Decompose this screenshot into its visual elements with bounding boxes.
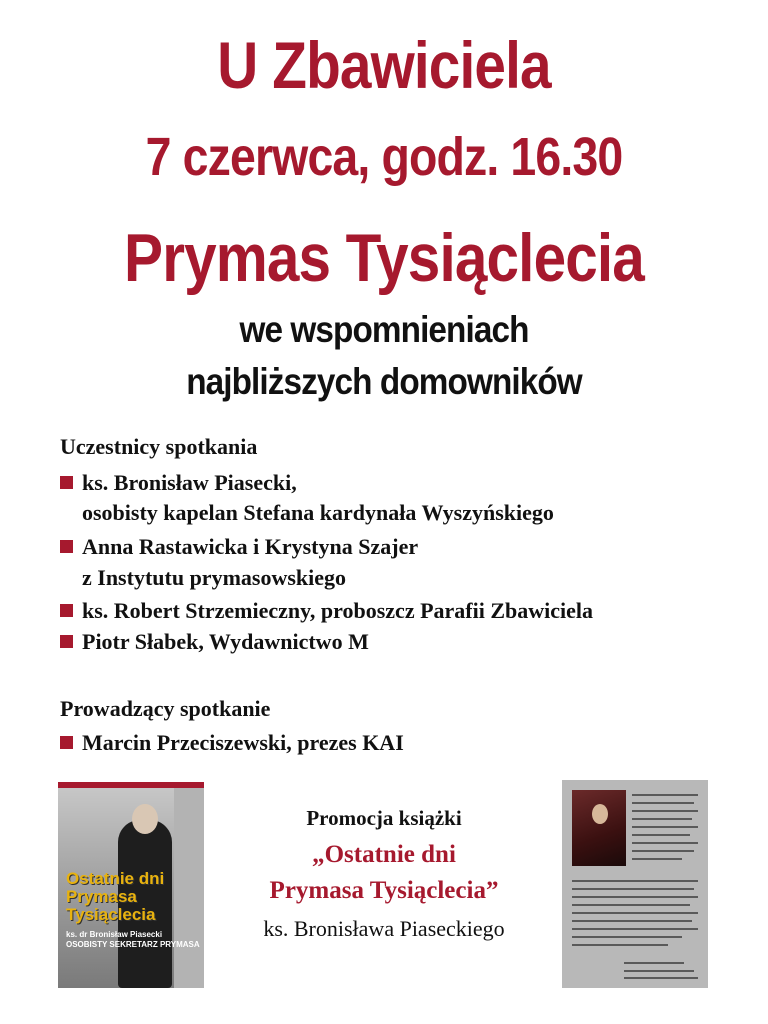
cover-title-line1: Ostatnie dni (66, 869, 165, 888)
back-signature-line (624, 962, 684, 964)
promo-label: Promocja książki (306, 806, 462, 830)
participant-detail: osobisty kapelan Stefana kardynała Wyszyńskiego (82, 500, 554, 525)
back-text-line (572, 904, 690, 906)
back-text-line (572, 912, 698, 914)
participant-item (60, 468, 297, 498)
participant-name: ks. Bronisław Piasecki, (82, 470, 297, 495)
participant-item (60, 627, 369, 657)
back-text-line (632, 834, 690, 836)
back-text-line (632, 842, 698, 844)
back-cover-photo (572, 790, 626, 866)
back-text-line (632, 850, 694, 852)
participant-name: Anna Rastawicka i Krystyna Szajer (82, 534, 419, 559)
promo-book-author: ks. Bronisława Piaseckiego (263, 916, 505, 941)
host-heading: Prowadzący spotkanie (60, 696, 271, 721)
participant-item (60, 596, 593, 626)
participants-heading: Uczestnicy spotkania (60, 434, 258, 459)
participant-name: Piotr Słabek, Wydawnictwo M (82, 629, 369, 654)
back-text-line (572, 936, 682, 938)
back-text-line (572, 880, 698, 882)
cover-author-name: ks. dr Bronisław Piasecki (66, 930, 163, 939)
back-text-line (572, 944, 668, 946)
cover-title-line3: Tysiąclecia (66, 905, 156, 924)
back-cover-face (592, 804, 608, 824)
back-text-line (572, 928, 698, 930)
cover-author-role: OSOBISTY SEKRETARZ PRYMASA (66, 940, 200, 949)
event-date: 7 czerwca, godz. 16.30 (145, 127, 623, 187)
participant-detail: z Instytutu prymasowskiego (82, 565, 347, 590)
back-text-line (624, 970, 694, 972)
back-text-line (632, 810, 698, 812)
event-subject: Prymas Tysiąclecia (124, 220, 644, 296)
event-subtitle-line2: najbliższych domowników (186, 361, 582, 402)
bullet-square-icon (60, 635, 73, 648)
back-text-line (624, 977, 698, 979)
back-text-line (632, 826, 698, 828)
event-subtitle-line1: we wspomnieniach (239, 309, 529, 350)
bullet-square-icon (60, 540, 73, 553)
back-text-line (632, 794, 698, 796)
host-name: Marcin Przeciszewski, prezes KAI (82, 730, 404, 755)
promo-book-title-line1: „Ostatnie dni (312, 841, 456, 868)
back-text-line (632, 858, 682, 860)
back-text-line (632, 802, 694, 804)
bullet-square-icon (60, 736, 73, 749)
event-location-title: U Zbawiciela (217, 28, 551, 102)
cover-title-line2: Prymasa (66, 887, 137, 906)
bullet-square-icon (60, 476, 73, 489)
back-text-line (632, 818, 692, 820)
back-text-line (572, 888, 694, 890)
book-back-cover-image (562, 780, 708, 988)
bullet-square-icon (60, 604, 73, 617)
back-text-line (572, 920, 692, 922)
back-text-line (572, 896, 698, 898)
participant-name: ks. Robert Strzemieczny, proboszcz Parafii Zbawiciela (82, 598, 593, 623)
promo-book-title-line2: Prymasa Tysiąclecia” (269, 877, 499, 904)
host-item (60, 728, 404, 758)
participant-item (60, 532, 418, 562)
